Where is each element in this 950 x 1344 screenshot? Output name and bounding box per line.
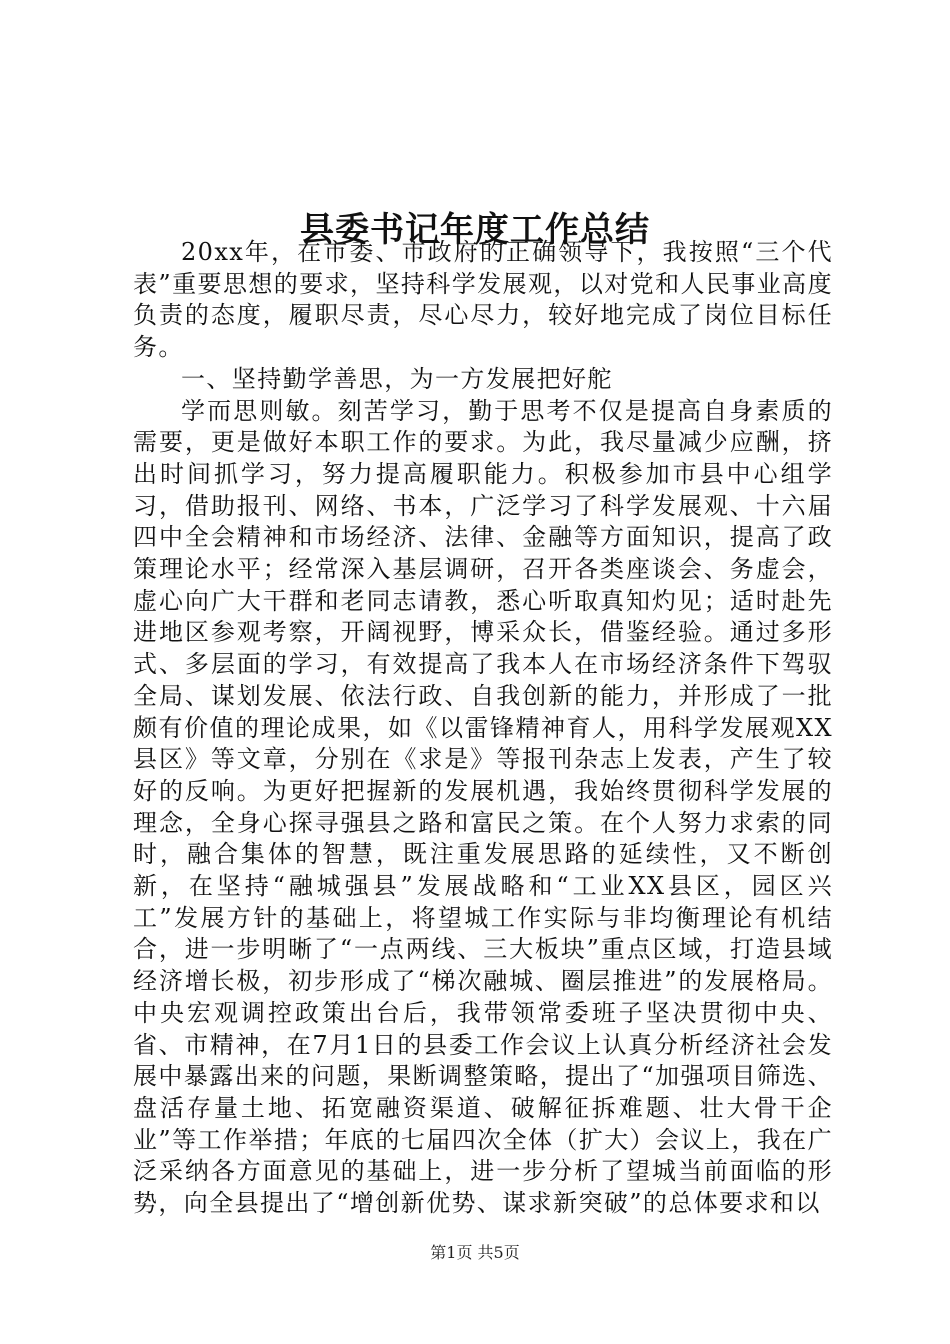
page-footer: 第1页 共5页 [430,1243,520,1262]
document-title: 县委书记年度工作总结 [300,209,650,250]
intro-paragraph: 20xx年，在市委、市政府的正确领导下，我按照“三个代表”重要思想的要求，坚持科学发展观，以对党和人民事业高度负责的态度，履职尽责，尽心尽力，较好地完成了岗位目标任务。 [133,238,833,362]
section-paragraph: 学而思则敏。刻苦学习，勤于思考不仅是提高自身素质的需要，更是做好本职工作的要求。为此，我尽量减少应酬，挤出时间抓学习，努力提高履职能力。积极参加市县中心组学习，借助报刊、网络、书本，广泛学习了科学发展观、十六届四中全会精神和市场经济、法律、金融等方面知识，提高了政策理论水平；经常深入基层调研，召开各类座谈会、务虚会，虚心向广大干群和老同志请教，悉心听取真知灼见；适时赴先进地区参观考察，开阔视野，博采众长，借鉴经验。通过多形式、多层面的学习，有效提高了我本人在市场经济条件下驾驭全局、谋划发展、依法行政、自我创新的能力，并形成了一批颇有价值的理论成果，如《以雷锋精神育人，用科学发展观XX县区》等文章，分别在《求是》等报刊杂志上发表，产生了较好的反响。为更好把握新的发展机遇，我始终贯彻科学发展的理念，全身心探寻强县之路和富民之策。在个人努力求索的同时，融合集体的智慧，既注重发展思路的延续性，又不断创新，在坚持“融城强县”发展战略和“工业XX县区，园区兴工”发展方针的基础上，将望城工作实际与非均衡理论有机结合，进一步明晰了“一点两线、三大板块”重点区域，打造县域经济增长极，初步形成了“梯次融城、圈层推进”的发展格局。中央宏观调控政策出台后，我带领常委班子坚决贯彻中央、省、市精神，在7月1日的县委工作会议上认真分析经济社会发展中暴露出来的问题，果断调整策略，提出了“加强项目筛选、盘活存量土地、拓宽融资渠道、破解征拆难题、壮大骨干企业”等工作举措；年底的七届四次全体（扩大）会议上，我在广泛采纳各方面意见的基础上，进一步分析了望城当前面临的形势，向全县提出了“增创新优势、谋求新突破”的总体要求和以 [133,396,833,1218]
document-body [133,237,833,1220]
section-heading: 一、坚持勤学善思，为一方发展把好舵 [181,364,613,393]
